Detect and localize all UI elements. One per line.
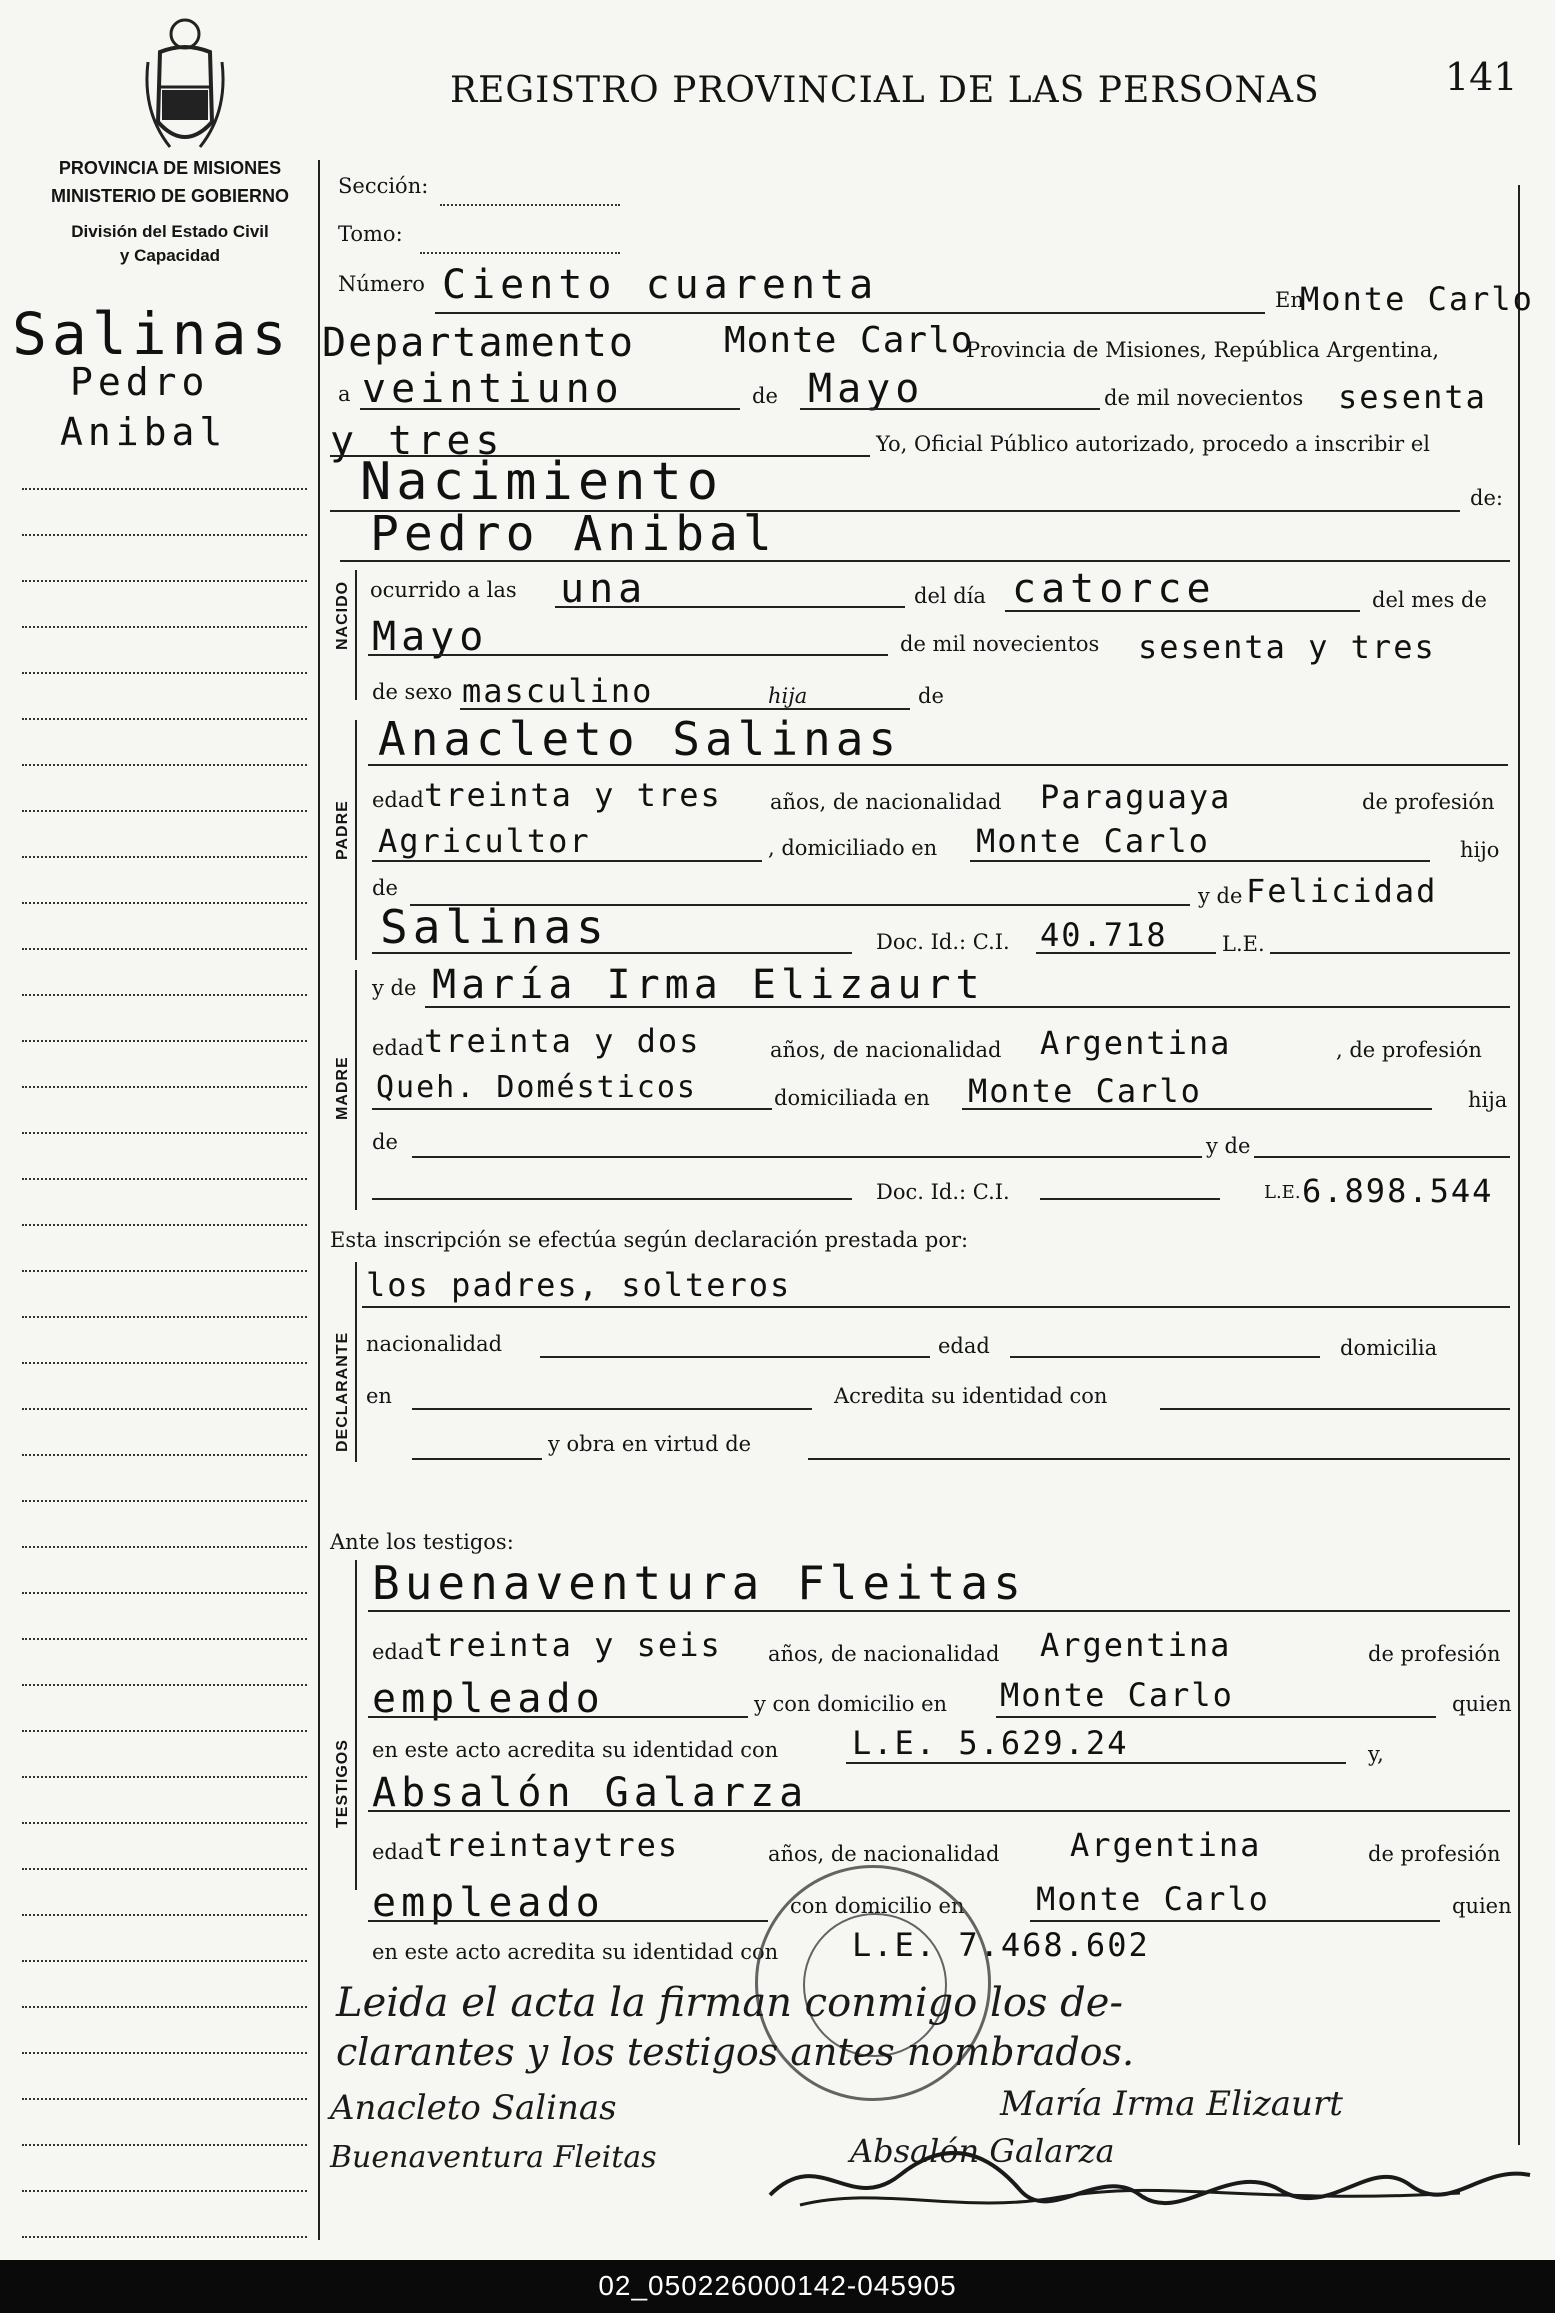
margin-ruling-line [22, 1822, 307, 1824]
madre-section-label: MADRE [334, 1056, 351, 1120]
nacido-mil-label: de mil novecientos [900, 632, 1100, 656]
margin-ruling-line [22, 534, 307, 536]
division-line-2: y Capacidad [119, 246, 221, 265]
margin-ruling-line [22, 948, 307, 950]
dia-value: veintiuno [362, 366, 624, 412]
padre-profesion-value: Agricultor [378, 822, 591, 860]
margin-given-2: Anibal [60, 410, 228, 454]
margin-ruling-line [22, 1960, 307, 1962]
margin-ruling-line [22, 2098, 307, 2100]
declarante-edad-line [1010, 1356, 1320, 1358]
registry-title: REGISTRO PROVINCIAL DE LAS PERSONAS [450, 70, 1320, 111]
madre-de-line [412, 1156, 1202, 1158]
margin-ruling-line [22, 1500, 307, 1502]
margin-ruling-line [22, 994, 307, 996]
madre-doc-line [1040, 1198, 1220, 1200]
numero-value: Ciento cuarenta [442, 262, 879, 308]
numero-label: Número [338, 272, 425, 296]
margin-ruling-line [22, 1040, 307, 1042]
margin-ruling-line [22, 1086, 307, 1088]
padre-nacionalidad-value: Paraguaya [1040, 778, 1232, 816]
margin-ruling-line [22, 718, 307, 720]
t2-prof-label: de profesión [1368, 1842, 1501, 1866]
province-name: PROVINCIA DE MISIONES [58, 158, 282, 178]
declarante-obra-label: y obra en virtud de [548, 1432, 752, 1456]
t1-prof-line [368, 1716, 748, 1718]
hora-value: una [560, 566, 648, 612]
mes-line [800, 408, 1100, 410]
nacido-section-label: NACIDO [334, 580, 351, 650]
t2-nac: Argentina [1070, 1826, 1262, 1864]
madre-nombre-line [425, 1006, 1510, 1008]
padre-hijo-label: hijo [1460, 838, 1500, 862]
margin-ruling-line [22, 1776, 307, 1778]
margin-ruling-line [22, 580, 307, 582]
signature-buenaventura: Buenaventura Fleitas [330, 2140, 657, 2175]
madre-anios-label: años, de nacionalidad [770, 1038, 1002, 1062]
t1-prof: empleado [372, 1676, 605, 1722]
official-signature-scribble [760, 2135, 1540, 2225]
margin-surname: Salinas [12, 300, 292, 368]
padre-domicilio-value: Monte Carlo [976, 822, 1210, 860]
division-line-1: División del Estado Civil [71, 222, 269, 241]
margin-ruling-line [22, 1408, 307, 1410]
argentina-crest-icon [140, 12, 230, 162]
margin-ruling-line [22, 1546, 307, 1548]
padre-doc-value: 40.718 [1040, 916, 1168, 954]
padre-domicilio-label: , domiciliado en [768, 836, 938, 860]
dia-line [360, 408, 740, 410]
madre-blank-line [372, 1198, 852, 1200]
margin-ruling-line [22, 2144, 307, 2146]
a-label: a [338, 382, 351, 406]
declarante-obra-line [808, 1458, 1510, 1460]
margin-ruling-line [22, 1178, 307, 1180]
declarante-nacionalidad-label: nacionalidad [366, 1332, 503, 1356]
margin-ruling-line [22, 1316, 307, 1318]
closing-line-1: Leida el acta la firman conmigo los de- [336, 1980, 1123, 2026]
madre-nacionalidad-value: Argentina [1040, 1024, 1232, 1062]
margin-given-1: Pedro [70, 360, 210, 404]
hija-label: hija [768, 684, 808, 708]
nacido-de-label: de [918, 684, 944, 708]
de-label: de [752, 384, 778, 408]
margin-ruling-line [22, 1638, 307, 1640]
t2-anios-label: años, de nacionalidad [768, 1842, 1000, 1866]
declarante-domicilio-label: domicilia [1340, 1336, 1438, 1360]
margin-ruling-line [22, 1730, 307, 1732]
margin-ruling-line [22, 2236, 307, 2238]
padre-edad-label: edad [372, 788, 424, 812]
margin-ruling-line [22, 764, 307, 766]
t2-dom-line [1030, 1920, 1440, 1922]
madre-profesion-value: Queh. Domésticos [376, 1070, 697, 1105]
t1-dom-label: y con domicilio en [754, 1692, 948, 1716]
nacido-dia-value: catorce [1012, 566, 1216, 612]
sexo-value: masculino [462, 672, 654, 710]
margin-ruling-line [22, 810, 307, 812]
nacido-divider [355, 570, 357, 700]
madre-domicilio-label: domiciliada en [774, 1086, 930, 1110]
t1-edad: treinta y seis [424, 1626, 722, 1664]
padre-madre-nombre-2: Salinas [380, 900, 609, 954]
madre-y-de-label-2: y de [1206, 1134, 1251, 1158]
t1-prof-label: de profesión [1368, 1642, 1501, 1666]
margin-ruling-line [22, 1224, 307, 1226]
signature-absalon: Absalón Galarza [850, 2132, 1115, 2170]
madre-nombre-value: María Irma Elizaurt [432, 962, 985, 1008]
image-id: 02_050226000142-045905 [598, 2270, 957, 2301]
t1-acredita-label: en este acto acredita su identidad con [372, 1738, 779, 1762]
padre-doc-label: Doc. Id.: C.I. [876, 930, 1010, 954]
numero-line [435, 312, 1265, 314]
declarante-valor-line [362, 1306, 1510, 1308]
madre-profesion-line [372, 1108, 772, 1110]
t2-dom-label: con domicilio en [790, 1894, 965, 1918]
anio-value-2: y tres [330, 418, 505, 464]
t1-doc-line [846, 1762, 1346, 1764]
margin-ruling-line [22, 488, 307, 490]
margin-ruling-line [22, 2006, 307, 2008]
declarante-en-line [412, 1408, 812, 1410]
padre-y-de-label: y de [1198, 884, 1243, 908]
t1-dom-line [996, 1716, 1436, 1718]
nombre-value: Pedro Anibal [370, 506, 777, 562]
oficial-text: Yo, Oficial Público autorizado, procedo a inscribir el [876, 432, 1430, 456]
margin-ruling-line [22, 2052, 307, 2054]
madre-edad-label: edad [372, 1036, 424, 1060]
tomo-dots [420, 252, 620, 254]
ministry-name: MINISTERIO DE GOBIERNO [50, 186, 290, 206]
seccion-dots [440, 204, 620, 206]
padre-profesion-line [372, 860, 762, 862]
madre-doc-label: Doc. Id.: C.I. [876, 1180, 1010, 1204]
nacido-mes-line [368, 654, 888, 656]
padre-madre-line [372, 952, 852, 954]
testigos-divider [355, 1560, 357, 1890]
padre-madre-nombre-1: Felicidad [1246, 872, 1438, 910]
madre-domicilio-line [962, 1108, 1432, 1110]
folio-number: 141 [1445, 55, 1518, 99]
sexo-label: de sexo [372, 680, 453, 704]
madre-y-de-label: y de [372, 976, 417, 1000]
t1-nac: Argentina [1040, 1626, 1232, 1664]
declarante-section-label: DECLARANTE [334, 1331, 351, 1452]
madre-divider [355, 970, 357, 1210]
sexo-line [460, 708, 910, 710]
t1-edad-label: edad [372, 1640, 424, 1664]
departamento-value: Monte Carlo [724, 320, 974, 361]
declarante-obra-pre-line [412, 1458, 542, 1460]
t2-nombre: Absalón Galarza [372, 1770, 809, 1816]
madre-edad-value: treinta y dos [424, 1022, 701, 1060]
padre-de-label: de [372, 876, 398, 900]
margin-ruling-line [22, 902, 307, 904]
padre-le-label: L.E. [1222, 932, 1265, 956]
form-left-border [318, 160, 320, 2240]
padre-profesion-label: de profesión [1362, 790, 1495, 814]
madre-le-label: L.E. [1264, 1182, 1301, 1203]
mes-value: Mayo [808, 366, 925, 412]
padre-edad-value: treinta y tres [424, 776, 722, 814]
signature-maria: María Irma Elizaurt [1000, 2084, 1343, 2124]
t2-edad: treintaytres [424, 1826, 680, 1864]
margin-ruling-line [22, 2190, 307, 2192]
margin-ruling-line [22, 672, 307, 674]
t1-anios-label: años, de nacionalidad [768, 1642, 1000, 1666]
margin-ruling-line [22, 1914, 307, 1916]
declarante-intro: Esta inscripción se efectúa según declaración prestada por: [330, 1228, 969, 1252]
nombre-line [340, 560, 1510, 562]
margin-ruling-line [22, 1684, 307, 1686]
padre-domicilio-line [970, 860, 1430, 862]
tomo-label: Tomo: [338, 222, 403, 246]
dia-label: del día [914, 584, 986, 608]
form-right-border [1518, 185, 1520, 2145]
testigos-intro: Ante los testigos: [330, 1530, 514, 1554]
hora-line [555, 606, 905, 608]
departamento-label: Departamento [322, 320, 635, 366]
padre-divider [355, 720, 357, 960]
declarante-nacionalidad-line [540, 1356, 930, 1358]
declarante-divider [355, 1262, 357, 1462]
testigos-section-label: TESTIGOS [334, 1739, 351, 1828]
madre-profesion-label: , de profesión [1336, 1038, 1482, 1062]
madre-domicilio-value: Monte Carlo [968, 1072, 1202, 1110]
padre-nombre-line [368, 764, 1508, 766]
mil-label: de mil novecientos [1104, 386, 1304, 410]
t1-y: y, [1368, 1742, 1384, 1766]
declarante-valor: los padres, solteros [366, 1266, 792, 1304]
declarante-acredita-label: Acredita su identidad con [834, 1384, 1108, 1408]
madre-de-label: de [372, 1130, 398, 1154]
t2-prof-line [368, 1920, 768, 1922]
margin-ruling-line [22, 1132, 307, 1134]
declarante-edad-label: edad [938, 1334, 990, 1358]
closing-line-2: clarantes y los testigos antes nombrados. [336, 2030, 1135, 2074]
t2-nombre-line [368, 1810, 1510, 1812]
padre-anios-label: años, de nacionalidad [770, 790, 1002, 814]
t1-dom: Monte Carlo [1000, 1676, 1234, 1714]
madre-le-value: 6.898.544 [1302, 1172, 1494, 1210]
nacido-dia-line [1005, 610, 1360, 612]
anio-value: sesenta [1338, 378, 1487, 416]
t1-doc: L.E. 5.629.24 [852, 1724, 1129, 1762]
nacido-anio-value: sesenta y tres [1138, 628, 1436, 666]
nacido-mes-value: Mayo [372, 614, 489, 660]
declarante-acredita-line [1160, 1408, 1510, 1410]
provincia-text: Provincia de Misiones, República Argentina, [966, 338, 1440, 362]
padre-doc-line [1036, 952, 1216, 954]
margin-ruling-line [22, 1592, 307, 1594]
t2-doc: L.E. 7.468.602 [852, 1926, 1150, 1964]
seccion-label: Sección: [338, 174, 429, 198]
margin-ruling-line [22, 1454, 307, 1456]
padre-le-line [1270, 952, 1510, 954]
t1-nombre-line [368, 1610, 1510, 1612]
ocurrido-label: ocurrido a las [370, 578, 517, 602]
t2-dom: Monte Carlo [1036, 1880, 1270, 1918]
margin-ruling-line [22, 1270, 307, 1272]
acta-value: Nacimiento [360, 452, 724, 512]
madre-y-de-line [1254, 1156, 1510, 1158]
margin-ruling-line [22, 856, 307, 858]
margin-ruling-line [22, 1362, 307, 1364]
en-value: Monte Carlo [1300, 280, 1534, 318]
mes-label: del mes de [1372, 588, 1487, 612]
t1-quien: quien [1452, 1692, 1512, 1716]
t2-edad-label: edad [372, 1840, 424, 1864]
margin-ruling-line [22, 626, 307, 628]
declarante-en-label: en [366, 1384, 392, 1408]
t2-acredita-label: en este acto acredita su identidad con [372, 1940, 779, 1964]
padre-nombre-value: Anacleto Salinas [378, 712, 902, 766]
image-id-footer [0, 2260, 1555, 2313]
de-colon: de: [1470, 486, 1503, 510]
t2-prof: empleado [372, 1880, 605, 1926]
margin-ruling-line [22, 1868, 307, 1870]
t1-nombre: Buenaventura Fleitas [372, 1556, 1026, 1610]
en-label: En [1275, 288, 1304, 312]
madre-hija-label: hija [1468, 1088, 1508, 1112]
signature-anacleto: Anacleto Salinas [330, 2088, 617, 2128]
t2-quien: quien [1452, 1894, 1512, 1918]
padre-section-label: PADRE [334, 800, 351, 860]
